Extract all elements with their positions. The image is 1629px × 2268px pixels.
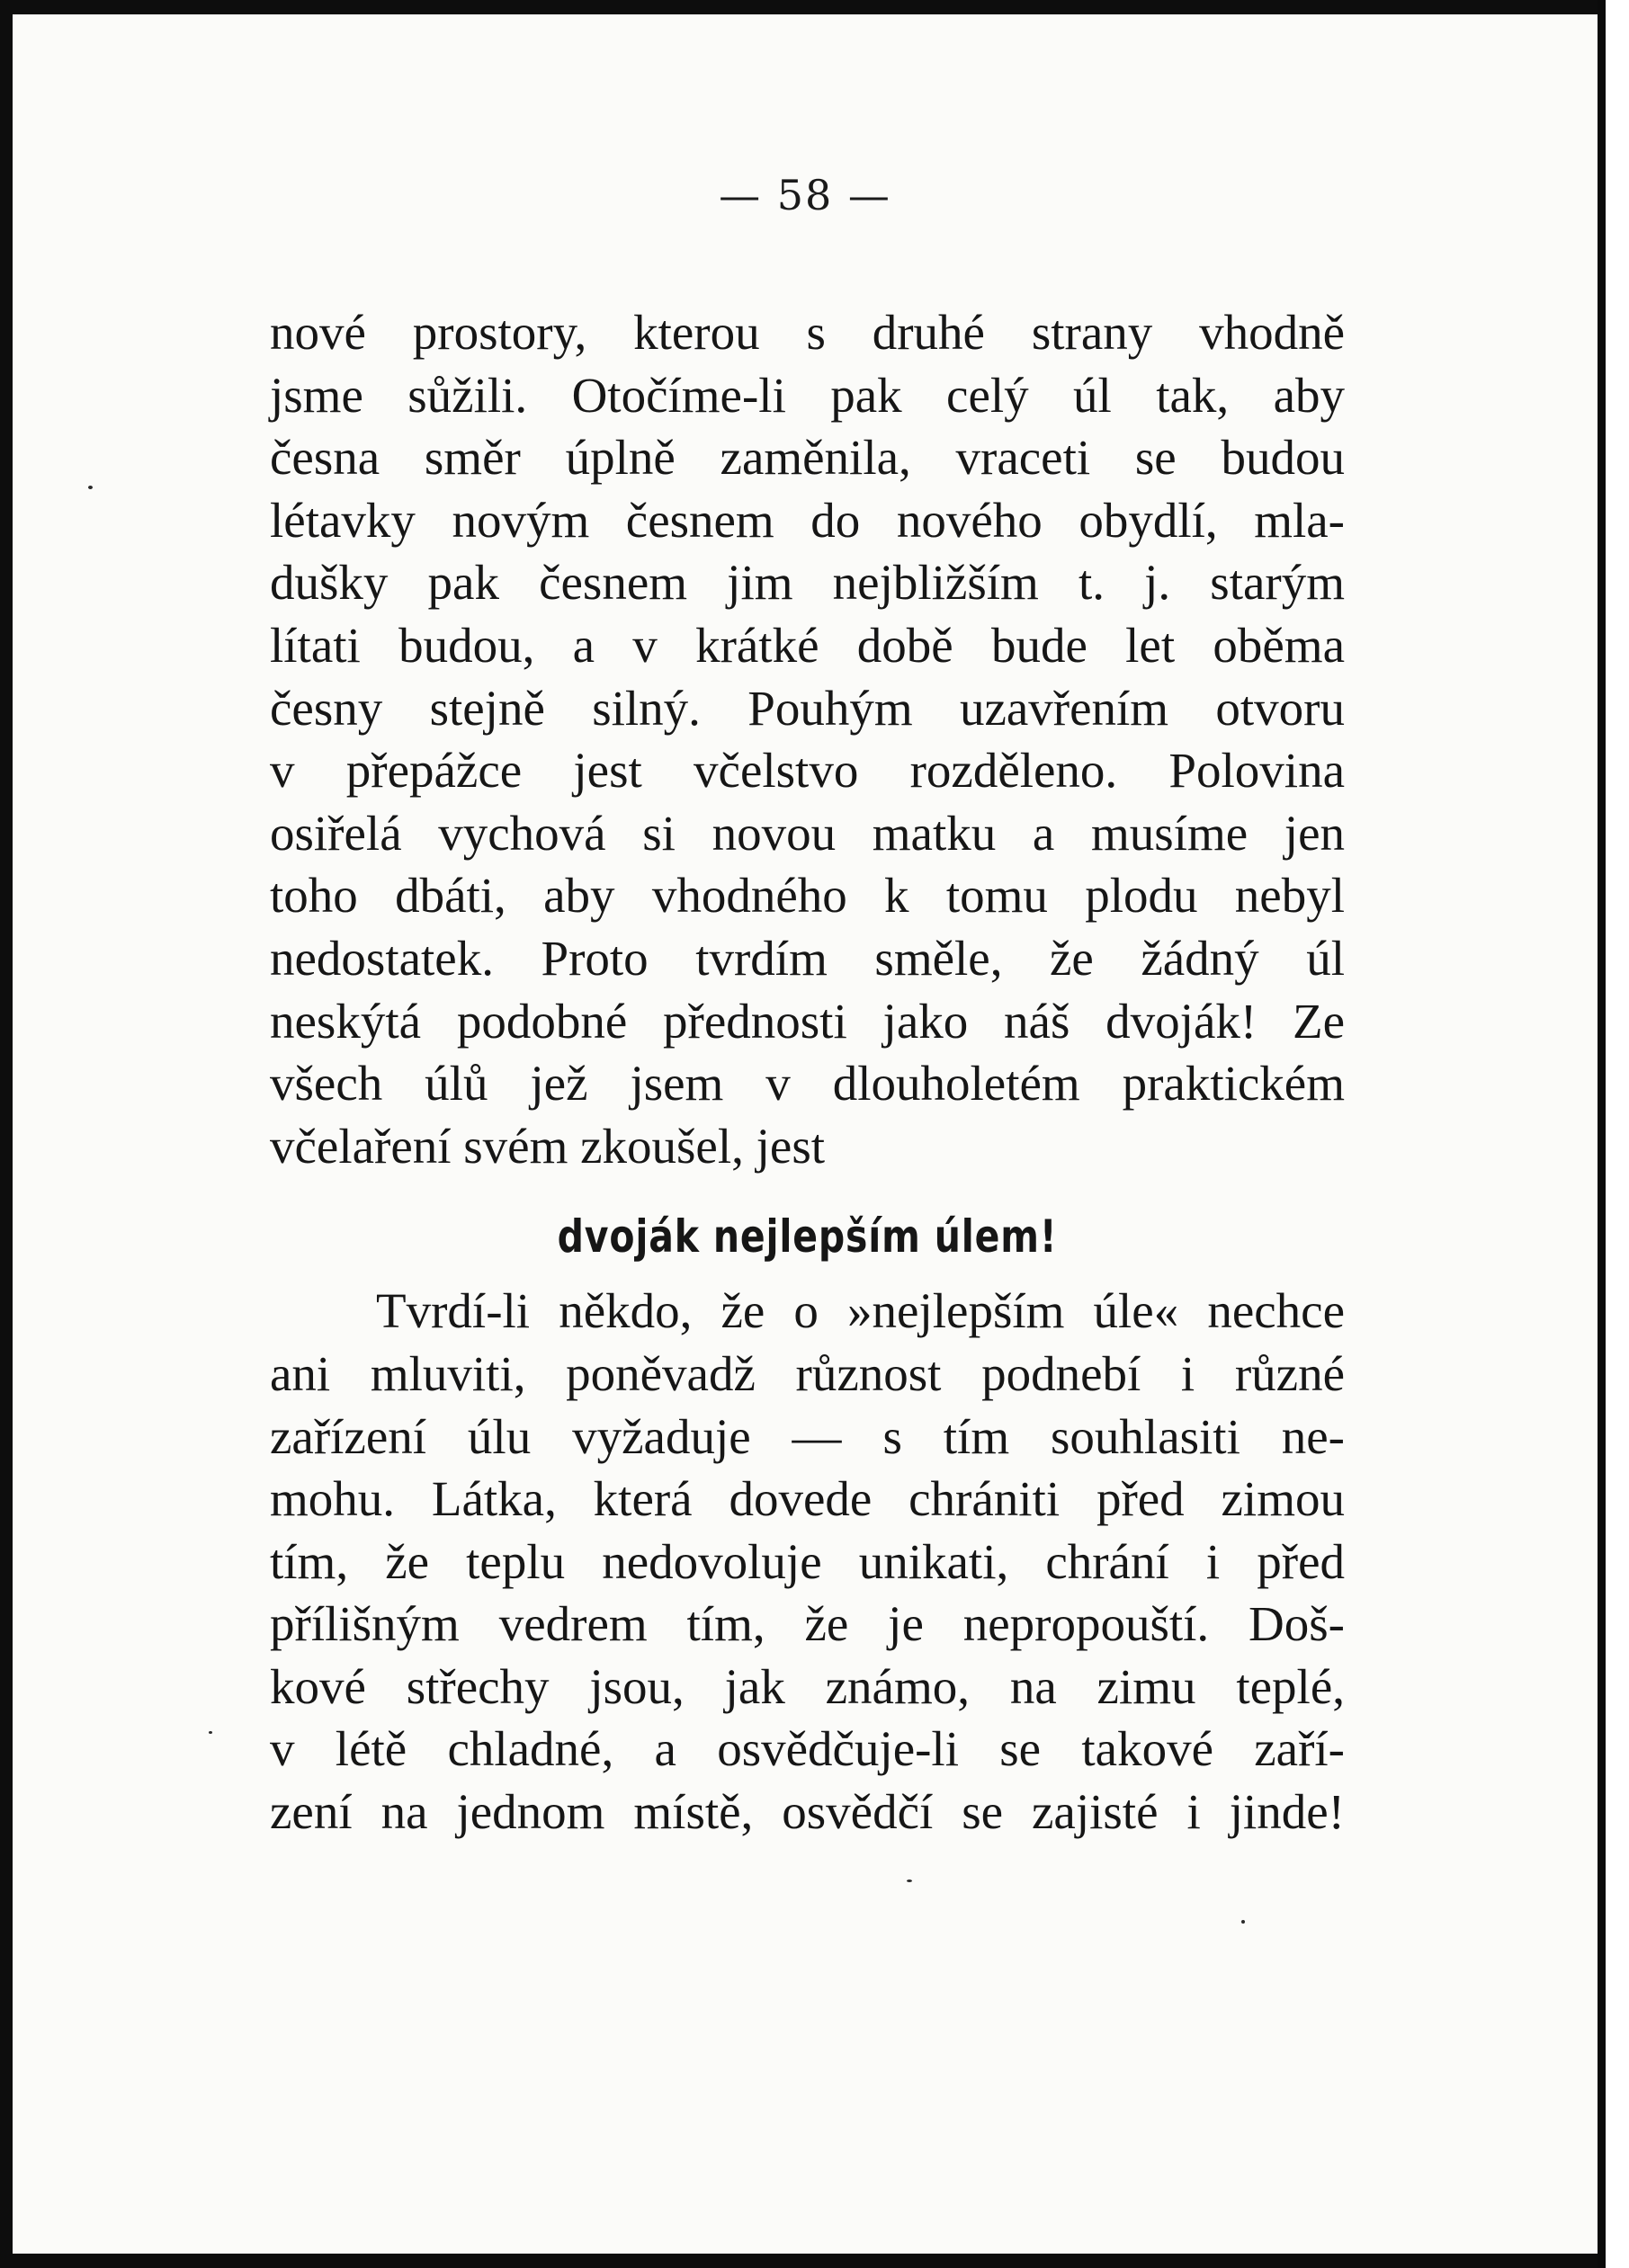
text-line: nové prostory, kterou s druhé strany vhodně — [270, 305, 1345, 360]
paragraph-2 — [270, 1280, 1345, 1843]
page-number: — 58 — — [719, 171, 891, 219]
text-line: tím, že teplu nedovoluje unikati, chrání i před — [270, 1533, 1345, 1589]
text-line: česna směr úplně zaměnila, vraceti se budou — [270, 430, 1345, 486]
text-line: mohu. Látka, která dovede chrániti před zimou — [270, 1471, 1345, 1527]
text-line: jsme sůžili. Otočíme-li pak celý úl tak, aby — [270, 367, 1345, 423]
text-line: osiřelá vychová si novou matku a musíme jen — [270, 805, 1345, 861]
dust-speck — [907, 1880, 912, 1882]
text-line: v létě chladné, a osvědčuje-li se takové zaří- — [270, 1721, 1345, 1777]
text-line: všech úlů jež jsem v dlouholetém praktickém — [270, 1056, 1345, 1112]
text-line: česny stejně silný. Pouhým uzavřením otvoru — [270, 680, 1345, 736]
text-line: lítati budou, a v krátké době bude let oběma — [270, 617, 1345, 673]
dust-speck — [209, 1731, 212, 1734]
text-line: zení na jednom místě, osvědčí se zajisté i jinde! — [270, 1784, 1345, 1840]
dust-speck — [88, 486, 93, 489]
text-line: přílišným vedrem tím, že je nepropouští. Doš- — [270, 1596, 1345, 1652]
paragraph-1 — [270, 301, 1345, 1177]
section-heading: dvoják nejlepším úlem! — [557, 1210, 1058, 1263]
text-line: neskýtá podobné přednosti jako náš dvoják! Ze — [270, 993, 1345, 1049]
text-line: včelaření svém zkoušel, jest — [270, 1118, 826, 1174]
text-line: létavky novým česnem do nového obydlí, mla- — [270, 492, 1345, 548]
text-line: kové střechy jsou, jak známo, na zimu teplé, — [270, 1658, 1345, 1714]
dust-speck — [1241, 1920, 1245, 1924]
page-edge-shadow — [1598, 0, 1606, 2268]
page-text — [270, 301, 1345, 1844]
text-line: ani mluviti, poněvadž různost podnebí i různé — [270, 1345, 1345, 1401]
text-line: dušky pak česnem jim nejbližším t. j. starým — [270, 555, 1345, 611]
text-line: zařízení úlu vyžaduje — s tím souhlasiti ne- — [270, 1408, 1345, 1464]
text-line: Tvrdí-li někdo, že o »nejlepším úle« nechce — [376, 1283, 1345, 1339]
text-line: v přepážce jest včelstvo rozděleno. Polovina — [270, 743, 1345, 799]
text-line: toho dbáti, aby vhodného k tomu plodu nebyl — [270, 868, 1345, 924]
text-line: nedostatek. Proto tvrdím směle, že žádný úl — [270, 930, 1345, 986]
